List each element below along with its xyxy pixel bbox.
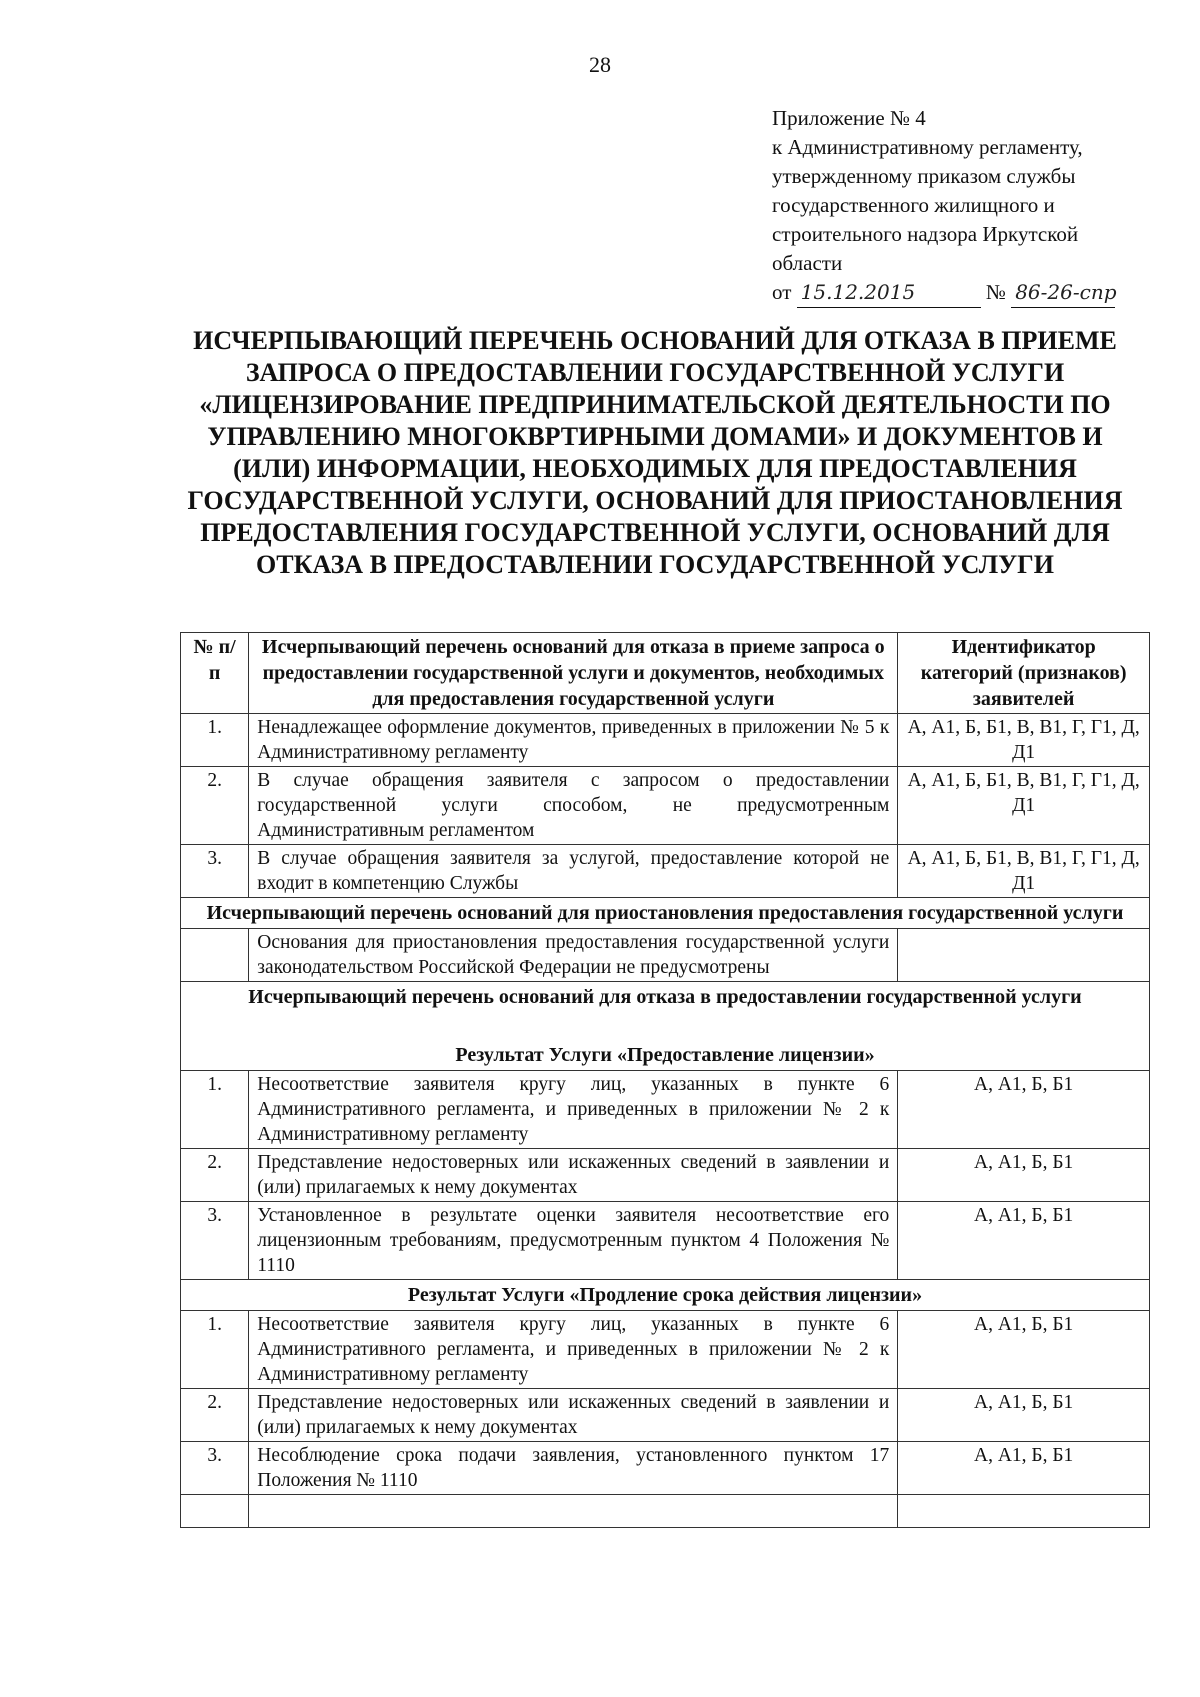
row-text: Ненадлежащее оформление документов, приведенных в приложении № 5 к Административному регламенту — [249, 714, 898, 767]
row-num: 3. — [181, 845, 249, 898]
order-date-number-line — [772, 278, 1172, 308]
table-row — [181, 1311, 1150, 1389]
table-row — [181, 929, 1150, 982]
section-suspension-heading: Исчерпывающий перечень оснований для приостановления предоставления государственной услуги — [181, 898, 1150, 929]
row-ident: А, А1, Б, Б1, В, В1, Г, Г1, Д, Д1 — [898, 845, 1150, 898]
table-header-row — [181, 633, 1150, 714]
header-text: Исчерпывающий перечень оснований для отказа в приеме запроса о предоставлении государственной услуги и документов, необходимых для предоставления государственной услуги — [249, 633, 898, 714]
section-row — [181, 898, 1150, 929]
appendix-header — [772, 104, 1172, 308]
table-row — [181, 714, 1150, 767]
row-ident: А, А1, Б, Б1 — [898, 1149, 1150, 1202]
table-row — [181, 767, 1150, 845]
empty-cell — [249, 1495, 898, 1528]
row-text: Несоответствие заявителя кругу лиц, указанных в пункте 6 Административного регламента, и приведенных в приложении № 2 к Административному регламенту — [249, 1311, 898, 1389]
row-num: 1. — [181, 714, 249, 767]
row-text: Несоответствие заявителя кругу лиц, указанных в пункте 6 Административного регламента, и приведенных в приложении № 2 к Административному регламенту — [249, 1071, 898, 1149]
table-row — [181, 1389, 1150, 1442]
row-text: В случае обращения заявителя за услугой, предоставление которой не входит в компетенцию Службы — [249, 845, 898, 898]
row-text: В случае обращения заявителя с запросом о предоставлении государственной услуги способом, не предусмотренным Административным регламентом — [249, 767, 898, 845]
appendix-line: Приложение № 4 — [772, 106, 926, 130]
row-text: Представление недостоверных или искаженных сведений в заявлении и (или) прилагаемых к нему документах — [249, 1149, 898, 1202]
section-refusal-cell — [181, 982, 1150, 1071]
section-row — [181, 982, 1150, 1071]
row-ident: А, А1, Б, Б1 — [898, 1311, 1150, 1389]
appendix-line: строительного надзора Иркутской — [772, 222, 1079, 246]
header-ident: Идентификатор категорий (признаков) заявителей — [898, 633, 1150, 714]
section-row — [181, 1280, 1150, 1311]
row-ident: А, А1, Б, Б1 — [898, 1071, 1150, 1149]
title-line: УПРАВЛЕНИЮ МНОГОКВРТИРНЫМИ ДОМАМИ» И ДОКУМЕНТОВ И — [207, 422, 1103, 451]
section-gap — [189, 1011, 1141, 1041]
title-line: ИСЧЕРПЫВАЮЩИЙ ПЕРЕЧЕНЬ ОСНОВАНИЙ ДЛЯ ОТКАЗА В ПРИЕМЕ — [193, 326, 1117, 355]
handwritten-date: 15.12.2015 — [797, 278, 981, 308]
row-text: Установленное в результате оценки заявителя несоответствие его лицензионным требованиям, предусмотренным пунктом 4 Положения № 1110 — [249, 1202, 898, 1280]
title-line: ОТКАЗА В ПРЕДОСТАВЛЕНИИ ГОСУДАРСТВЕННОЙ УСЛУГИ — [256, 550, 1054, 579]
header-num: № п/п — [181, 633, 249, 714]
row-text: Представление недостоверных или искаженных сведений в заявлении и (или) прилагаемых к нему документах — [249, 1389, 898, 1442]
appendix-line: области — [772, 251, 843, 275]
title-line: ПРЕДОСТАВЛЕНИЯ ГОСУДАРСТВЕННОЙ УСЛУГИ, ОСНОВАНИЙ ДЛЯ — [200, 518, 1110, 547]
title-line: ЗАПРОСА О ПРЕДОСТАВЛЕНИИ ГОСУДАРСТВЕННОЙ УСЛУГИ — [245, 358, 1065, 387]
row-ident — [898, 929, 1150, 982]
empty-cell — [181, 1495, 249, 1528]
row-num: 2. — [181, 1389, 249, 1442]
table-row — [181, 1071, 1150, 1149]
row-text: Несоблюдение срока подачи заявления, установленного пунктом 17 Положения № 1110 — [249, 1442, 898, 1495]
table-row — [181, 845, 1150, 898]
grounds-table — [180, 632, 1150, 1528]
subsection-extension-heading: Результат Услуги «Продление срока действия лицензии» — [181, 1280, 1150, 1311]
title-line: ГОСУДАРСТВЕННОЙ УСЛУГИ, ОСНОВАНИЙ ДЛЯ ПРИОСТАНОВЛЕНИЯ — [187, 486, 1123, 515]
row-num: 2. — [181, 767, 249, 845]
table-row — [181, 1202, 1150, 1280]
document-title — [160, 325, 1150, 581]
row-num: 3. — [181, 1442, 249, 1495]
page-number: 28 — [589, 52, 611, 77]
row-text: Основания для приостановления предоставления государственной услуги законодательством Российской Федерации не предусмотрены — [249, 929, 898, 982]
title-line: (ИЛИ) ИНФОРМАЦИИ, НЕОБХОДИМЫХ ДЛЯ ПРЕДОСТАВЛЕНИЯ — [233, 454, 1077, 483]
row-num — [181, 929, 249, 982]
row-ident: А, А1, Б, Б1 — [898, 1202, 1150, 1280]
row-ident: А, А1, Б, Б1 — [898, 1442, 1150, 1495]
table-row — [181, 1149, 1150, 1202]
section-refusal-heading: Исчерпывающий перечень оснований для отказа в предоставлении государственной услуги — [248, 986, 1082, 1008]
row-ident: А, А1, Б, Б1 — [898, 1389, 1150, 1442]
appendix-line: к Административному регламенту, — [772, 135, 1083, 159]
date-prefix: от — [772, 280, 792, 304]
subsection-license-heading: Результат Услуги «Предоставление лицензии» — [455, 1044, 875, 1066]
row-num: 1. — [181, 1311, 249, 1389]
row-ident: А, А1, Б, Б1, В, В1, Г, Г1, Д, Д1 — [898, 714, 1150, 767]
empty-cell — [898, 1495, 1150, 1528]
appendix-line: государственного жилищного и — [772, 193, 1055, 217]
row-ident: А, А1, Б, Б1, В, В1, Г, Г1, Д, Д1 — [898, 767, 1150, 845]
row-num: 2. — [181, 1149, 249, 1202]
title-line: «ЛИЦЕНЗИРОВАНИЕ ПРЕДПРИНИМАТЕЛЬСКОЙ ДЕЯТЕЛЬНОСТИ ПО — [199, 390, 1111, 419]
handwritten-number: 86-26-спр — [1011, 278, 1115, 308]
row-num: 3. — [181, 1202, 249, 1280]
row-num: 1. — [181, 1071, 249, 1149]
table-row — [181, 1442, 1150, 1495]
appendix-line: утвержденному приказом службы — [772, 164, 1076, 188]
number-prefix: № — [985, 280, 1006, 304]
table-spacer-row — [181, 1495, 1150, 1528]
